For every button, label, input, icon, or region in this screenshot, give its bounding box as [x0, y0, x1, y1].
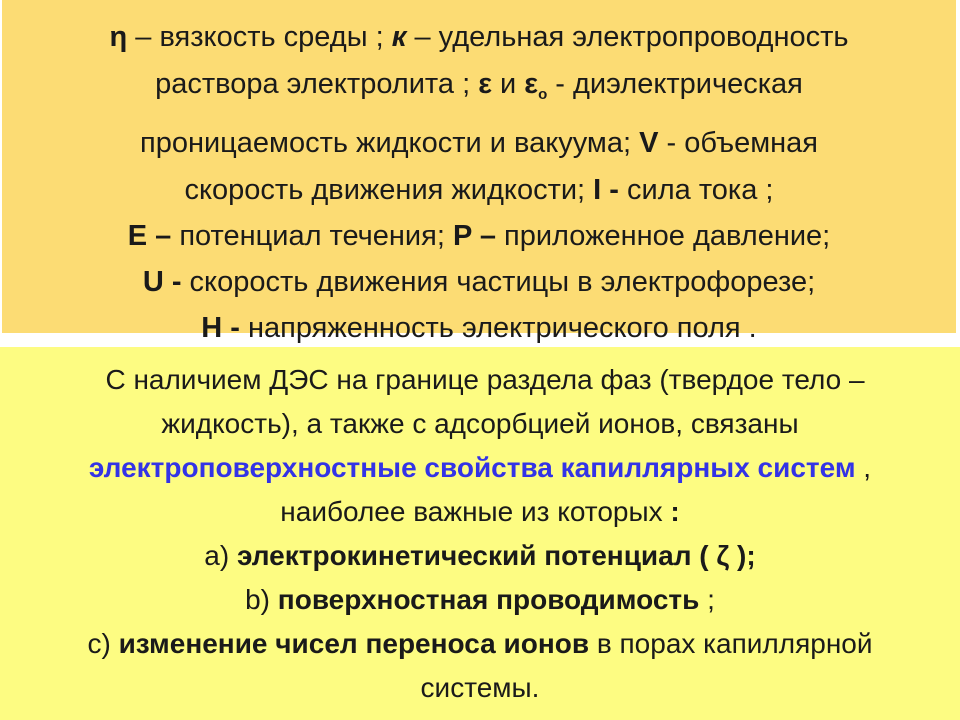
dielectric-text: - диэлектрическая [547, 68, 803, 100]
list-item-b-tail: ; [699, 584, 715, 615]
v-symbol: V [639, 127, 659, 159]
properties-line-8: системы. [420, 672, 540, 703]
surface-conductivity-text: поверхностная проводимость [277, 584, 700, 615]
u-symbol: U - [142, 266, 182, 298]
colon: : [670, 496, 680, 527]
properties-line-3 [0, 446, 960, 490]
transport-numbers-text: изменение чисел переноса ионов [118, 628, 590, 659]
list-item-b [0, 578, 960, 622]
field-strength-text: напряженность электрического поля . [239, 312, 757, 344]
kappa-symbol: к [391, 21, 407, 53]
list-item-c-tail: в порах капиллярной [589, 628, 873, 659]
electrophoresis-text: скорость движения частицы в электрофорезе; [181, 266, 816, 298]
kappa-definition: – удельная электропроводность [406, 21, 849, 53]
definition-line-4 [2, 167, 956, 213]
epsilon-zero-symbol: ε [524, 68, 539, 100]
permittivity-text: проницаемость жидкости и вакуума; [139, 127, 640, 159]
and-text: и [491, 68, 525, 100]
definition-line-2 [2, 60, 956, 119]
pressure-text: приложенное давление; [495, 220, 831, 252]
epsilon-zero-subscript: о [538, 86, 548, 103]
list-item-b-marker: b) [245, 584, 278, 615]
properties-panel [0, 347, 960, 720]
properties-line-4 [0, 490, 960, 534]
e-symbol: E – [127, 220, 172, 252]
eta-symbol: η [109, 21, 128, 53]
list-item-a [0, 534, 960, 578]
volumetric-text: - объемная [658, 127, 819, 159]
properties-line-2: жидкость), а также с адсорбцией ионов, связаны [161, 408, 799, 439]
definition-line-5 [2, 213, 956, 259]
list-item-a-marker: а) [204, 540, 237, 571]
epsilon-symbol: ε [478, 68, 492, 100]
definition-line-7 [2, 305, 956, 351]
list-item-c [0, 622, 960, 666]
definition-line-1 [2, 14, 956, 60]
definition-line-6 [2, 259, 956, 305]
properties-line-3-tail: , [855, 452, 872, 483]
highlighted-term: электроповерхностные свойства капиллярных систем [88, 452, 856, 483]
current-text: сила тока ; [618, 174, 774, 206]
h-symbol: H - [201, 312, 240, 344]
p-symbol: P – [452, 220, 496, 252]
electrolyte-text: раствора электролита ; [155, 68, 479, 100]
zeta-potential-text: электрокинетический потенциал ( ζ ); [236, 540, 756, 571]
eta-definition: – вязкость среды ; [127, 21, 392, 53]
flow-speed-text: скорость движения жидкости; [184, 174, 594, 206]
streaming-potential-text: потенциал течения; [171, 220, 453, 252]
definition-line-3 [2, 119, 956, 167]
definitions-panel [2, 0, 956, 344]
properties-line-1: С наличием ДЭС на границе раздела фаз (твердое тело – [105, 364, 865, 395]
list-item-c-marker: c) [87, 628, 119, 659]
i-symbol: I - [593, 174, 619, 206]
most-important-text: наиболее важные из которых [280, 496, 671, 527]
